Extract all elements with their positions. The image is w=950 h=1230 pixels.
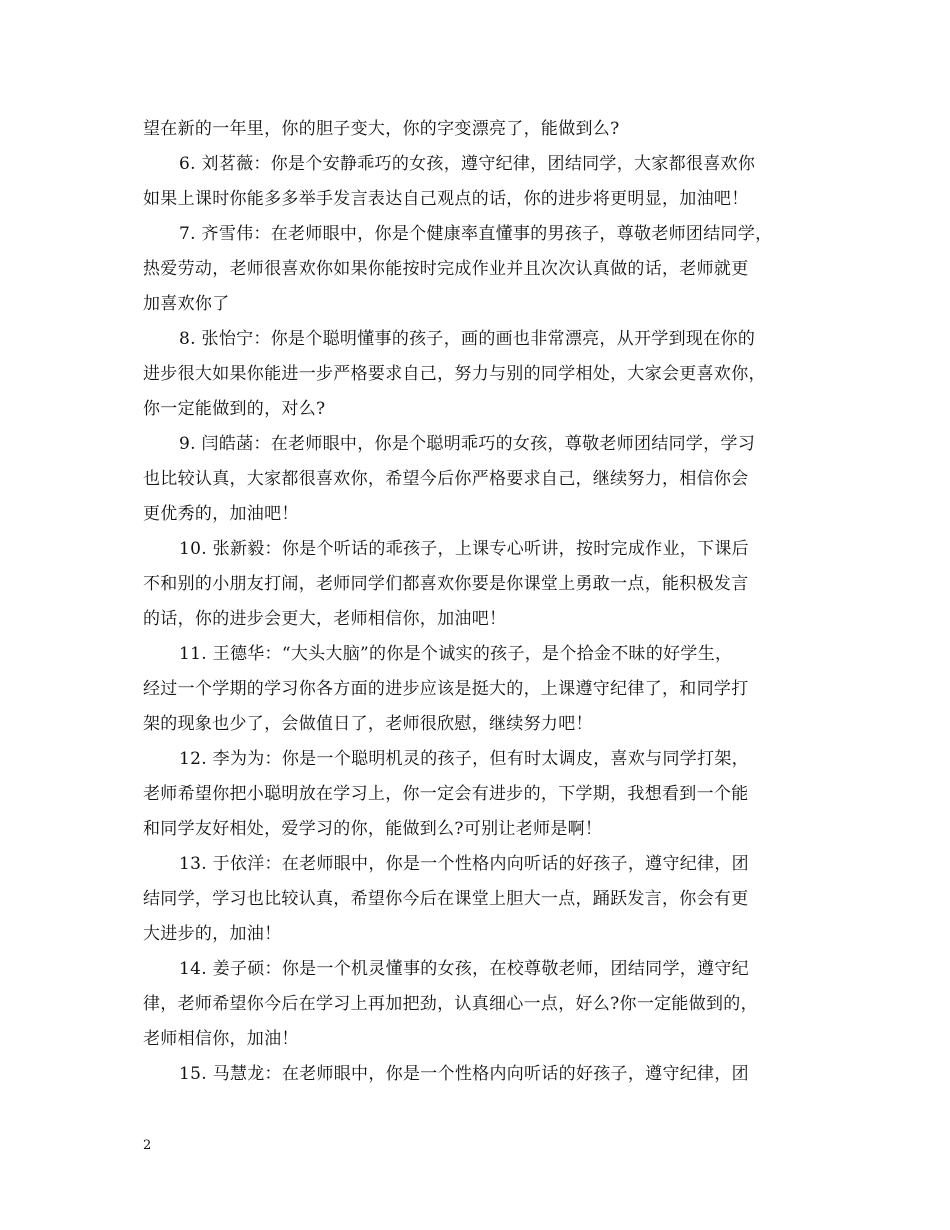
text-line: 大进步的，加油！ <box>143 924 282 944</box>
text-line: 经过一个学期的学习你各方面的进步应该是挺大的，上课遵守纪律了，和同学打 <box>143 679 749 699</box>
text-line: 13. 于依洋：在老师眼中，你是一个性格内向听话的好孩子，遵守纪律，团 <box>179 854 749 874</box>
text-line: 7. 齐雪伟：在老师眼中，你是个健康率直懂事的男孩子，尊敬老师团结同学， <box>179 224 773 244</box>
text-line: 结同学，学习也比较认真，希望你今后在课堂上胆大一点，踊跃发言，你会有更 <box>143 889 749 909</box>
text-line: 加喜欢你了 <box>143 294 230 314</box>
text-line: 11. 王德华：“大头大脑”的你是个诚实的孩子，是个拾金不昧的好学生， <box>179 644 733 664</box>
text-line: 更优秀的，加油吧！ <box>143 504 299 524</box>
text-line: 10. 张新毅：你是个听话的乖孩子，上课专心听讲，按时完成作业，下课后 <box>179 539 749 559</box>
text-line: 的话，你的进步会更大，老师相信你，加油吧！ <box>143 609 507 629</box>
text-line: 如果上课时你能多多举手发言表达自己观点的话，你的进步将更明显，加油吧！ <box>143 189 749 209</box>
text-line: 不和别的小朋友打闹，老师同学们都喜欢你要是你课堂上勇敢一点，能积极发言 <box>143 574 749 594</box>
text-line: 8. 张怡宁：你是个聪明懂事的孩子，画的画也非常漂亮，从开学到现在你的 <box>179 329 756 349</box>
text-line: 和同学友好相处，爱学习的你，能做到么?可别让老师是啊！ <box>143 819 603 839</box>
text-line: 望在新的一年里，你的胆子变大，你的字变漂亮了，能做到么? <box>143 119 620 139</box>
text-line: 9. 闫皓菡：在老师眼中，你是个聪明乖巧的女孩，尊敬老师团结同学，学习 <box>179 434 756 454</box>
text-line: 6. 刘茗薇：你是个安静乖巧的女孩，遵守纪律，团结同学，大家都很喜欢你 <box>179 154 756 174</box>
text-line: 也比较认真，大家都很喜欢你，希望今后你严格要求自己，继续努力，相信你会 <box>143 469 749 489</box>
page-number: 2 <box>143 1138 152 1153</box>
text-line: 12. 李为为：你是一个聪明机灵的孩子，但有时太调皮，喜欢与同学打架， <box>179 749 749 769</box>
text-line: 热爱劳动，老师很喜欢你如果你能按时完成作业并且次次认真做的话，老师就更 <box>143 259 749 279</box>
text-line: 15. 马慧龙：在老师眼中，你是一个性格内向听话的好孩子，遵守纪律，团 <box>179 1064 749 1084</box>
text-line: 老师相信你，加油！ <box>143 1029 299 1049</box>
text-line: 老师希望你把小聪明放在学习上，你一定会有进步的，下学期，我想看到一个能 <box>143 784 749 804</box>
text-line: 律，老师希望你今后在学习上再加把劲，认真细心一点，好么?你一定能做到的， <box>143 994 758 1014</box>
text-line: 进步很大如果你能进一步严格要求自己，努力与别的同学相处，大家会更喜欢你， <box>143 364 766 384</box>
text-line: 14. 姜子硕：你是一个机灵懂事的女孩，在校尊敬老师，团结同学，遵守纪 <box>179 959 749 979</box>
text-line: 你一定能做到的，对么? <box>143 399 326 419</box>
text-line: 架的现象也少了，会做值日了，老师很欣慰，继续努力吧！ <box>143 714 593 734</box>
